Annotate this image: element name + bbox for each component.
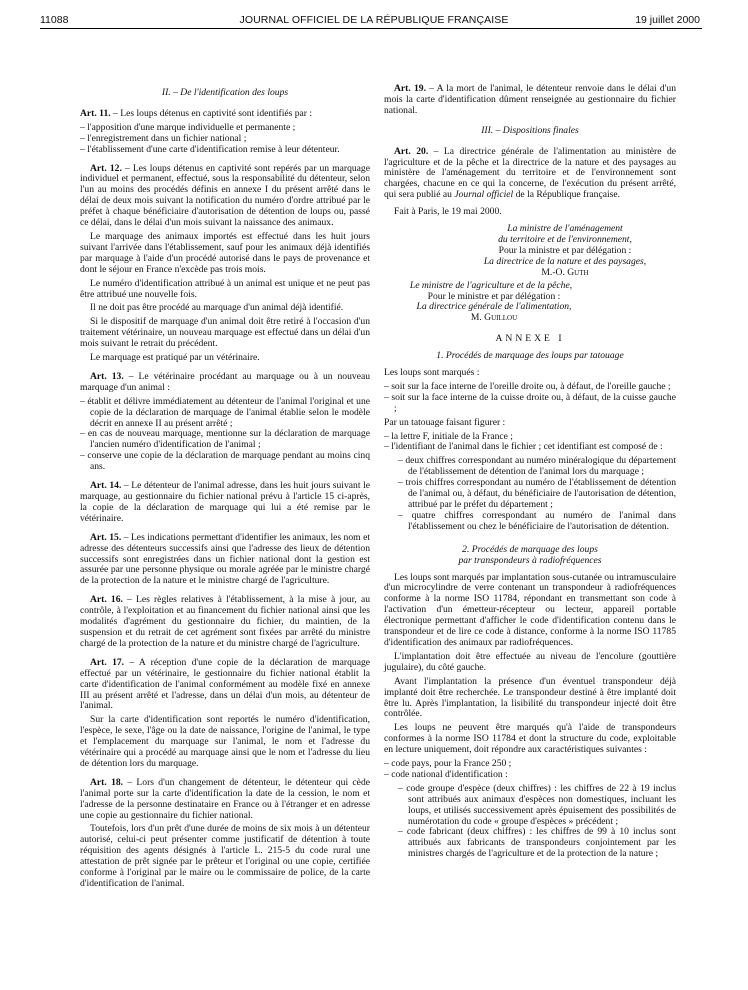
annex-subtitle-tattoo: 1. Procédés de marquage des loups par tatouage: [436, 350, 624, 362]
article-17-text: – A réception d'une copie de la déclaration de marquage effectué par un vétérinaire, le gestionnaire du fichier national établit la carte d'identification de l'animal conformément au modèle fixé en annexe III au présent arrêté et l'adresse, dans un délai d'un mois, au détenteur de l'animal.: [80, 656, 371, 712]
list-item: – quatre chiffres correspondant au numéro de l'animal dans l'établissement ou chez le bénéficiaire de l'autorisation de détention.: [398, 509, 676, 532]
page-header: [0, 12, 748, 32]
article-15-text: – Les indications permettant d'identifier les animaux, les nom et adresse des détenteurs successifs ainsi que l'adresse des lieux de détention successifs sont enregistrées dans un fichier national dont la gestion est assurée par une personne physique ou morale agréée par le ministre chargé de la protection de la nature et le ministre chargé de l'agriculture.: [80, 531, 370, 587]
list-item: – soit sur la face interne de l'oreille droite ou, à défaut, de l'oreille gauche ;: [384, 380, 671, 392]
right-column: [384, 84, 676, 863]
header-rule: [40, 28, 702, 29]
delegation-line: Pour le ministre et par délégation :: [427, 290, 561, 302]
article-20-text: – La directrice générale de l'alimentation au ministère de l'agriculture et de la pêche et la directrice de la nature et des paysages au ministère de l'aménagement du territoire et de l'environnement sont chargées, chacune en ce qui la concerne, de l'exécution du présent arrêté, qui sera publié au: [384, 145, 677, 201]
article-17: [80, 658, 370, 713]
signature-block-agriculture: [384, 281, 604, 325]
list-item: – code national d'identification :: [384, 768, 508, 780]
list-item: – code fabricant (deux chiffres) : les chiffres de 99 à 10 inclus sont attribués aux fabricants de transpondeurs conjointement par les ministres chargés de l'agriculture et de la protection de la nature ;: [398, 826, 676, 860]
article-16: [80, 595, 370, 650]
paragraph: L'implantation doit être effectuée au niveau de l'encolure (gouttière jugulaire), du côté gauche.: [384, 650, 676, 673]
article-16-label: Art. 16.: [90, 594, 123, 606]
list-item: – code groupe d'espèce (deux chiffres) : les chiffres de 22 à 19 inclus sont attribués aux animaux d'espèces non domestiques, incluant les loups, et utilisés successivement après épuisement des possibilités de numérotation du code « groupe d'espèces » précédent ;: [398, 782, 676, 827]
list-item: – établit et délivre immédiatement au détenteur de l'animal l'original et une copie de la déclaration de marquage de l'animal établie selon le modèle décrit en annexe II au présent arrêté ;: [80, 395, 370, 429]
article-18-text: – Lors d'un changement de détenteur, le détenteur qui cède l'animal porte sur la carte d'identification la date de la cession, le nom et l'adresse de la personne destinataire en France ou à l'étranger et en adresse une copie au gestionnaire du fichier national.: [80, 776, 370, 821]
list-item: – soit sur la face interne de la cuisse droite ou, à défaut, de la cuisse gauche ;: [384, 391, 676, 414]
signatory-title: du territoire et de l'environnement,: [498, 233, 632, 245]
article-13-list: [80, 397, 370, 473]
list-item: – l'enregistrement dans un fichier national ;: [80, 132, 247, 144]
signatory-title: La directrice de la nature et des paysages,: [483, 255, 647, 267]
paragraph: Il ne doit pas être procédé au marquage d'un animal déjà identifié.: [90, 302, 344, 314]
paragraph: Les loups sont marqués par implantation sous-cutanée ou intramusculaire d'un microcylindre de verre contenant un transpondeur à radiofréquences conforme à la norme ISO 11784, répondant en transmettant son code à l'activation d'un émetteur-récepteur ou lecteur, appareil portable électronique permettant d'afficher le code d'identification contenu dans le transpondeur et de lire ce code à distance, conforme à la norme ISO 11785 d'identification des animaux par radiofréquences.: [384, 571, 676, 648]
article-19-label: Art. 19.: [394, 83, 426, 94]
article-20-label: Art. 20.: [394, 145, 429, 157]
article-13-text: – Le vétérinaire procédant au marquage ou à un nouveau marquage d'un animal :: [80, 370, 371, 393]
article-19: [384, 84, 676, 117]
article-18: [80, 778, 370, 822]
annex-subtitle-transponder-2: par transpondeurs à radiofréquences: [458, 554, 602, 566]
signature-block-environment: [454, 224, 676, 279]
signatory-title: Le ministre de l'agriculture et de la pêche,: [409, 279, 573, 291]
article-18-label: Art. 18.: [90, 776, 124, 788]
paragraph: Par un tatouage faisant figurer :: [384, 416, 506, 428]
paragraph: Le marquage est pratiqué par un vétérinaire.: [90, 352, 260, 364]
delegation-line: Pour la ministre et par délégation :: [498, 244, 632, 256]
left-column: [80, 88, 370, 893]
article-12: [80, 164, 370, 229]
paragraph: Avant l'implantation la présence d'un éventuel transpondeur déjà implanté doit être recherchée. Le transpondeur destiné à être implanté doit être lu. Après l'implantation, la lisibilité du transpondeur injecté doit être contrôlée.: [384, 675, 676, 720]
list-item: – l'identifiant de l'animal dans le fichier ; cet identifiant est composé de :: [384, 441, 663, 453]
signatory-title: La directrice générale de l'alimentation,: [416, 301, 572, 313]
annex-subtitle-transponder: 2. Procédés de marquage des loups: [462, 543, 598, 555]
list-item: – deux chiffres correspondant au numéro minéralogique du département de l'établissement de détention de l'animal lors du marquage ;: [398, 455, 676, 478]
article-14: [80, 481, 370, 525]
list-item: – code pays, pour la France 250 ;: [384, 758, 512, 770]
article-12-text: – Les loups détenus en captivité sont repérés par un marquage individuel et permanent, effectué, sous la responsabilité du détenteur, selon l'un au moins des procédés définis en annexe I du présent arrêté dans le délai de deux mois suivant la notification du numéro d'ordre attribué par le préfet à chaque bénéficiaire d'autorisation de détention de loups ou, passé ce délai, dans le délai d'un mois suivant la naissance des animaux.: [80, 162, 370, 229]
journal-reference: Journal officiel: [454, 189, 514, 201]
article-11: [80, 109, 370, 120]
tattoo-content-list: [384, 432, 676, 454]
article-17-label: Art. 17.: [90, 656, 125, 668]
article-11-list: [80, 123, 370, 156]
signatory-title: La ministre de l'aménagement: [507, 223, 623, 235]
article-13: [80, 372, 370, 394]
article-19-text: – A la mort de l'animal, le détenteur renvoie dans le délai d'un mois la carte d'identification dûment renseignée au gestionnaire du fichier national.: [384, 83, 676, 116]
article-14-label: Art. 14.: [90, 480, 122, 492]
list-item: – l'établissement d'une carte d'identification remise à leur détenteur.: [80, 143, 340, 155]
list-item: – en cas de nouveau marquage, mentionne sur la déclaration de marquage l'ancien numéro d'identification de l'animal ;: [80, 428, 370, 451]
tattoo-location-list: [384, 382, 676, 415]
article-14-text: – Le détenteur de l'animal adresse, dans les huit jours suivant le marquage, au gestionnaire du fichier national prévu à l'article 15 ci-après, la copie de la déclaration de marquage qui lui a été remise par le vétérinaire.: [80, 480, 370, 524]
identifier-composition-list: [384, 456, 676, 532]
code-national-list: [384, 784, 676, 860]
paragraph: Les loups ne peuvent être marqués qu'à l'aide de transpondeurs conformes à la norme ISO 11784 et dont la structure du code, exploitable en lecture uniquement, doit répondre aux caractéristiques suivantes :: [384, 722, 676, 756]
section-title-final: III. – Dispositions finales: [481, 124, 579, 136]
page-number: 11088: [40, 14, 69, 26]
paragraph: Le marquage des animaux importés est effectué dans les huit jours suivant l'arrivée dans l'établissement, sauf pour les animaux déjà identifiés par marquage à l'aide d'un procédé autorisé dans le pays de provenance et dont le séjour en France n'excède pas trois mois.: [80, 230, 370, 275]
code-structure-list: [384, 759, 676, 781]
paragraph: Si le dispositif de marquage d'un animal doit être retiré à l'occasion d'un traitement vétérinaire, un nouveau marquage est effectué dans un délai d'un mois suivant le retrait du précédent.: [80, 316, 370, 350]
article-11-label: Art. 11.: [80, 107, 111, 119]
section-title-identification: II. – De l'identification des loups: [161, 87, 289, 98]
annex-title: ANNEXE I: [495, 333, 565, 345]
article-15-label: Art. 15.: [90, 531, 122, 543]
issue-date: 19 juillet 2000: [635, 14, 700, 26]
list-item: – l'apposition d'une marque individuelle et permanente ;: [80, 121, 296, 133]
article-13-label: Art. 13.: [90, 370, 124, 382]
paragraph: Les loups sont marqués :: [384, 367, 480, 379]
list-item: – trois chiffres correspondant au numéro de l'établissement de détention de l'animal ou, à défaut, du bénéficiaire de l'autorisation de détention, attribué par le préfet du département ;: [398, 477, 676, 510]
paragraph: Toutefois, lors d'un prêt d'une durée de moins de six mois à un détenteur autorisé, celui-ci peut présenter comme justificatif de détention à toute réquisition des agents désignés à l'article L. 215-5 du code rural une attestation de prêt signée par le prêteur et l'original ou une copie, certifiée conforme à l'original par le maire ou le commissaire de police, de la carte d'identification de l'animal.: [80, 823, 370, 889]
article-20: [384, 147, 676, 202]
article-20-text-end: de la République française.: [513, 189, 621, 201]
journal-title: JOURNAL OFFICIEL DE LA RÉPUBLIQUE FRANÇAISE: [239, 14, 509, 26]
article-15: [80, 533, 370, 588]
article-11-text: – Les loups détenus en captivité sont identifiés par :: [110, 107, 313, 119]
signature-date: Fait à Paris, le 19 mai 2000.: [394, 206, 502, 218]
signatory-name: M. Guillou: [470, 312, 518, 324]
paragraph: Le numéro d'identification attribué à un animal est unique et ne peut pas être attribué une nouvelle fois.: [80, 277, 370, 300]
paragraph: Sur la carte d'identification sont reportés le numéro d'identification, l'espèce, le sexe, l'âge ou la date de naissance, l'origine de l'animal, le type et l'emplacement du marquage sur l'animal, le nom et l'adresse du vétérinaire qui a procédé au marquage ainsi que le nom et l'adresse du lieu de détention lors du marquage.: [80, 714, 370, 769]
article-16-text: – Les règles relatives à l'établissement, à la mise à jour, au contrôle, à l'exploitation et au financement du fichier national ainsi que les modalités d'agrément du gestionnaire du fichier, du maintien, de la suspension et du retrait de cet agrément sont fixées par arrêté du ministre chargé de la protection de la nature et du ministre chargé de l'agriculture.: [80, 594, 371, 649]
article-12-label: Art. 12.: [90, 162, 122, 174]
signatory-name: M.-O. Guth: [541, 266, 589, 278]
list-item: – conserve une copie de la déclaration de marquage pendant au moins cinq ans.: [80, 450, 370, 473]
list-item: – la lettre F, initiale de la France ;: [384, 430, 513, 442]
